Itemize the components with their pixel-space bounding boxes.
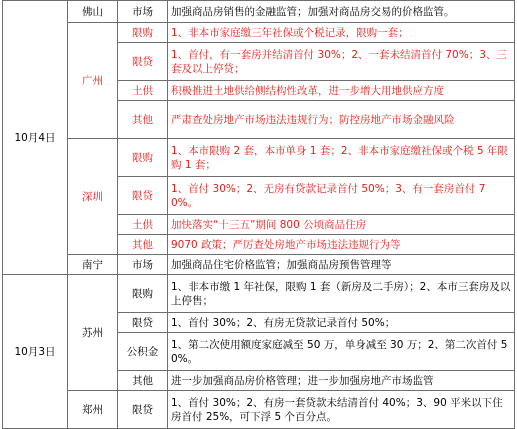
category-cell: 土供 xyxy=(118,81,168,101)
table-row xyxy=(3,255,515,275)
policy-text-cell: 9070 政策；严厉查处房地产市场违法违规行为等 xyxy=(168,235,515,255)
category-cell: 市场 xyxy=(118,1,168,23)
table-row xyxy=(3,391,515,429)
policy-text-cell: 1、首付 30%；2、有房无贷款记录首付 50%； xyxy=(168,313,515,333)
category-cell: 限购 xyxy=(118,23,168,43)
policy-text-cell: 加快落实“十三五”期间 800 公顷商品住房 xyxy=(168,215,515,235)
category-cell: 市场 xyxy=(118,255,168,275)
category-cell: 限贷 xyxy=(118,43,168,81)
city-cell-foshan: 佛山 xyxy=(68,1,118,23)
category-cell: 限贷 xyxy=(118,313,168,333)
policy-text-cell: 1、本市限购 2 套，本市单身 1 套；2、非本市家庭缴社保或个税 5 年限购 1 套； xyxy=(168,139,515,177)
policy-text-cell: 1、首付 30%；2、有房一套贷款未结清首付 40%；3、90 平米以下住房首付 25%，可下浮 5 个百分点。 xyxy=(168,391,515,429)
category-cell: 其他 xyxy=(118,235,168,255)
policy-text-cell: 进一步加强商品房价格管理；进一步加强房地产市场监管 xyxy=(168,371,515,391)
policy-text-cell: 1、非本市缴 1 年社保，限购 1 套（新房及二手房）；2、本市三套房及以上停售； xyxy=(168,275,515,313)
policy-text-cell: 1、非本市家庭缴三年社保或个税记录，限购一套； xyxy=(168,23,515,43)
category-cell: 限购 xyxy=(118,139,168,177)
city-cell-suzhou: 苏州 xyxy=(68,275,118,391)
policy-text-cell: 加强商品住宅价格监管；加强商品房预售管理等 xyxy=(168,255,515,275)
policy-text-cell: 积极推进土地供给侧结构性改革，进一步增大用地供应方度 xyxy=(168,81,515,101)
category-cell: 限贷 xyxy=(118,391,168,429)
table-row xyxy=(3,139,515,177)
category-cell: 其他 xyxy=(118,101,168,139)
table-row xyxy=(3,23,515,43)
category-cell: 限购 xyxy=(118,275,168,313)
date-cell-oct3: 10月3日 xyxy=(3,275,68,429)
category-cell: 土供 xyxy=(118,215,168,235)
city-cell-shenzhen: 深圳 xyxy=(68,139,118,255)
housing-policy-table xyxy=(2,0,515,429)
policy-text-cell: 1、首付 30%；2、无房有贷款记录首付 50%；3、有一套房首付 70%。 xyxy=(168,177,515,215)
policy-text-cell: 1、首付，有一套房并结清首付 30%；2、一套未结清首付 70%；3、三套及以上停贷； xyxy=(168,43,515,81)
policy-text-cell: 严肃查处房地产市场违法违规行为；防控房地产市场金融风险 xyxy=(168,101,515,139)
policy-text-cell: 加强商品房销售的金融监管；加强对商品房交易的价格监管。 xyxy=(168,1,515,23)
policy-text-cell: 1、第二次使用额度家庭减至 50 万，单身减至 30 万；2、第二次首付 50%。 xyxy=(168,333,515,371)
category-cell: 限贷 xyxy=(118,177,168,215)
table-row xyxy=(3,1,515,23)
category-cell: 其他 xyxy=(118,371,168,391)
date-cell-oct4: 10月4日 xyxy=(3,1,68,275)
table-row xyxy=(3,275,515,313)
city-cell-guangzhou: 广州 xyxy=(68,23,118,139)
city-cell-nanning: 南宁 xyxy=(68,255,118,275)
city-cell-zhengzhou: 郑州 xyxy=(68,391,118,429)
category-cell: 公积金 xyxy=(118,333,168,371)
